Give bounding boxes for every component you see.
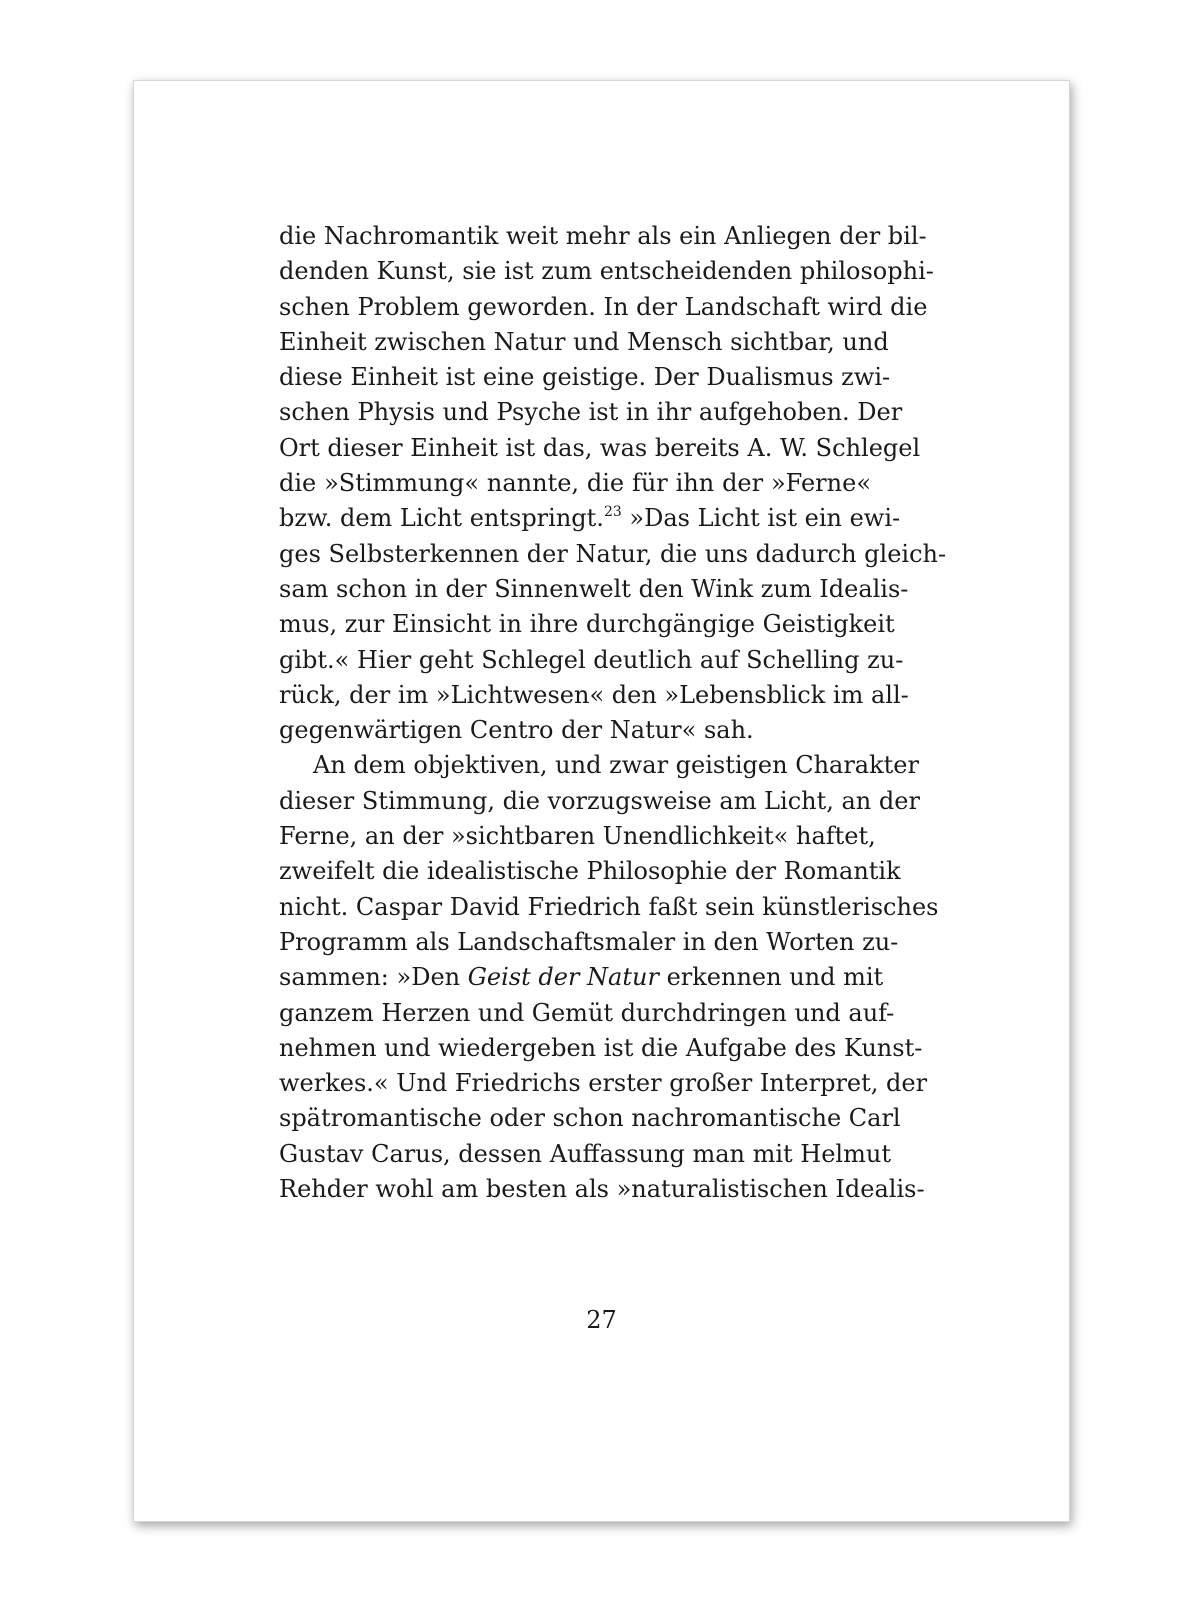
text-line: spätromantische oder schon nachromantische Carl [279, 1104, 901, 1133]
text-segment: erkennen und mit [658, 963, 884, 992]
text-line: ganzem Herzen und Gemüt durchdringen und auf- [279, 998, 895, 1027]
text-line: Gustav Carus, dessen Auffassung man mit Helmut [279, 1139, 891, 1168]
text-line: Einheit zwischen Natur und Mensch sichtbar, und [279, 327, 889, 356]
text-line: An dem objektiven, und zwar geistigen Charakter [313, 751, 919, 780]
text-line: diese Einheit ist eine geistige. Der Dualismus zwi- [279, 363, 891, 392]
text-segment: »Das Licht ist ein ewi- [621, 504, 901, 533]
text-line: Programm als Landschaftsmaler in den Worten zu- [279, 927, 899, 956]
text-line [279, 960, 884, 995]
paragraph [279, 748, 939, 1207]
book-page [133, 80, 1070, 1522]
text-line: denden Kunst, sie ist zum entscheidenden philosophi- [279, 257, 934, 286]
text-line: Rehder wohl am besten als »naturalistischen Idealis- [279, 1175, 925, 1204]
text-line: nehmen und wiedergeben ist die Aufgabe des Kunst- [279, 1033, 923, 1062]
text-line: zweifelt die idealistische Philosophie der Romantik [279, 857, 901, 886]
paragraph [279, 219, 947, 748]
footnote-marker: 23 [603, 504, 622, 521]
italic-phrase: Geist der Natur [467, 963, 659, 992]
page-number: 27 [586, 1306, 617, 1334]
text-line [279, 501, 901, 536]
text-line: schen Problem geworden. In der Landschaft wird die [279, 292, 928, 321]
body-text [279, 219, 947, 1207]
text-line: gegenwärtigen Centro der Natur« sah. [279, 716, 754, 745]
text-segment: sammen: »Den [279, 963, 468, 992]
text-line: dieser Stimmung, die vorzugsweise am Licht, an der [279, 786, 920, 815]
text-line: Ferne, an der »sichtbaren Unendlichkeit« haftet, [279, 822, 876, 851]
text-line: Ort dieser Einheit ist das, was bereits A. W. Schlegel [279, 433, 921, 462]
text-segment: bzw. dem Licht entspringt. [279, 504, 604, 533]
text-line: rück, der im »Lichtwesen« den »Lebensblick im all- [279, 680, 909, 709]
text-line: mus, zur Einsicht in ihre durchgängige Geistigkeit [279, 610, 895, 639]
text-line: gibt.« Hier geht Schlegel deutlich auf Schelling zu- [279, 645, 904, 674]
text-line: nicht. Caspar David Friedrich faßt sein künstlerisches [279, 892, 939, 921]
text-line: ges Selbsterkennen der Natur, die uns dadurch gleich- [279, 539, 947, 568]
text-line: die Nachromantik weit mehr als ein Anliegen der bil- [279, 222, 927, 250]
text-line: schen Physis und Psyche ist in ihr aufgehoben. Der [279, 398, 903, 427]
text-line: werkes.« Und Friedrichs erster großer Interpret, der [279, 1069, 928, 1098]
text-line: sam schon in der Sinnenwelt den Wink zum Idealis- [279, 574, 909, 603]
text-line: die »Stimmung« nannte, die für ihn der »Ferne« [279, 469, 871, 498]
